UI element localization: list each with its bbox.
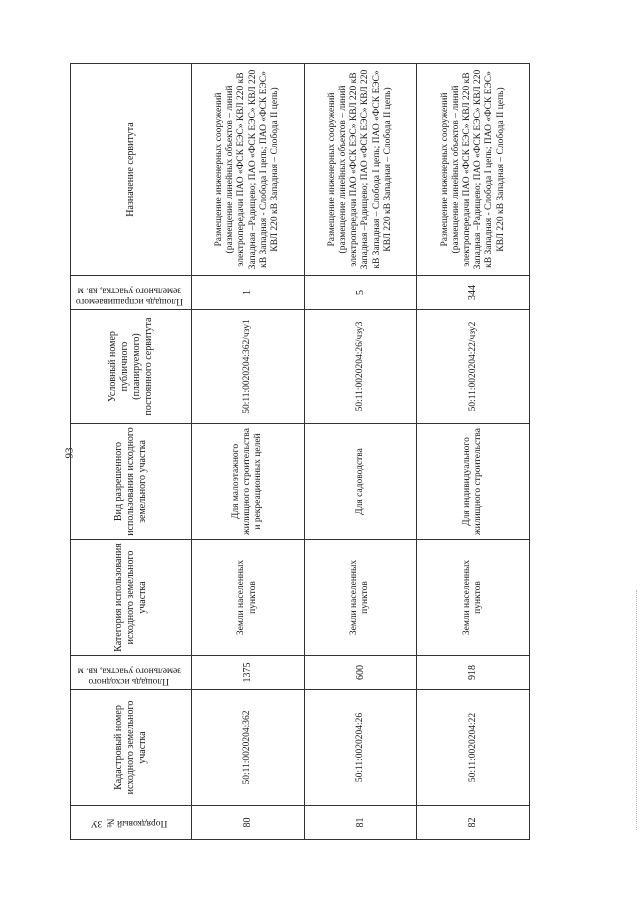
header-servitude-number: Условный номер публичного (планируемого) постоянного сервитута [71, 310, 192, 424]
row-permitted-use: Для индивидуального жилищного строительства [417, 424, 530, 540]
header-permitted-use: Вид разрешенного использования исходного земельного участка [71, 424, 192, 540]
row-num: 82 [417, 806, 530, 840]
row-servitude-number: 50:11:0020204:22/чзу2 [417, 310, 530, 424]
row-area-encumbered: 5 [304, 276, 417, 310]
scan-edge-line [636, 590, 638, 830]
row-area-source: 1375 [191, 656, 304, 690]
row-area-encumbered: 1 [191, 276, 304, 310]
servitude-table [70, 63, 530, 840]
header-category: Категория использования исходного земельного участка [71, 540, 192, 656]
header-area-source: Площадь исходного земельного участка, кв. м [71, 656, 192, 690]
table-row [304, 64, 417, 840]
row-area-source: 918 [417, 656, 530, 690]
row-cadastral: 50:11:0020204:22 [417, 690, 530, 806]
header-num: Порядковый № ЗУ [71, 806, 192, 840]
row-cadastral: 50:11:0020204:362 [191, 690, 304, 806]
rotated-table-container [70, 64, 530, 840]
header-row [71, 64, 192, 840]
row-permitted-use: Для малоэтажного жилищного строительства и рекреационных целей [191, 424, 304, 540]
row-servitude-number: 50:11:0020204:26/чзу3 [304, 310, 417, 424]
header-servitude-name: Назначение сервитута [71, 64, 192, 276]
row-area-source: 600 [304, 656, 417, 690]
row-servitude-number: 50:11:0020204:362/чзу1 [191, 310, 304, 424]
row-num: 81 [304, 806, 417, 840]
table-row [417, 64, 530, 840]
row-servitude-name: Размещение инженерных сооружений (размещение линейных объектов – линий электропередачи ПАО «ФСК ЕЭС» КВЛ 220 кВ Западная –Радищево; ПАО «ФСК ЕЭС» КВЛ 220 кВ Западная - Слобода I цепь; ПАО «ФСК ЕЭС» КВЛ 220 кВ Западная – Слобода II цепь) [191, 64, 304, 276]
header-area-encumbered: Площадь испрашиваемого земельного участка, кв. м [71, 276, 192, 310]
row-category: Земли населенных пунктов [417, 540, 530, 656]
row-num: 80 [191, 806, 304, 840]
table-row [191, 64, 304, 840]
row-cadastral: 50:11:0020204:26 [304, 690, 417, 806]
row-servitude-name: Размещение инженерных сооружений (размещение линейных объектов – линий электропередачи ПАО «ФСК ЕЭС» КВЛ 220 кВ Западная –Радищево; ПАО «ФСК ЕЭС» КВЛ 220 кВ Западная – Слобода I цепь; ПАО «ФСК ЕЭС» КВЛ 220 кВ Западная – Слобода II цепь) [304, 64, 417, 276]
header-cadastral: Кадастровый номер исходного земельного участка [71, 690, 192, 806]
row-category: Земли населенных пунктов [191, 540, 304, 656]
row-servitude-name: Размещение инженерных сооружений (размещение линейных объектов – линий электропередачи ПАО «ФСК ЕЭС» КВЛ 220 кВ Западная –Радищево; ПАО «ФСК ЕЭС» КВЛ 220 кВ Западная - Слобода I цепь; ПАО «ФСК ЕЭС» КВЛ 220 кВ Западная – Слобода II цепь) [417, 64, 530, 276]
row-permitted-use: Для садоводства [304, 424, 417, 540]
row-area-encumbered: 344 [417, 276, 530, 310]
row-category: Земли населенных пунктов [304, 540, 417, 656]
page-number: 93 [63, 447, 76, 459]
